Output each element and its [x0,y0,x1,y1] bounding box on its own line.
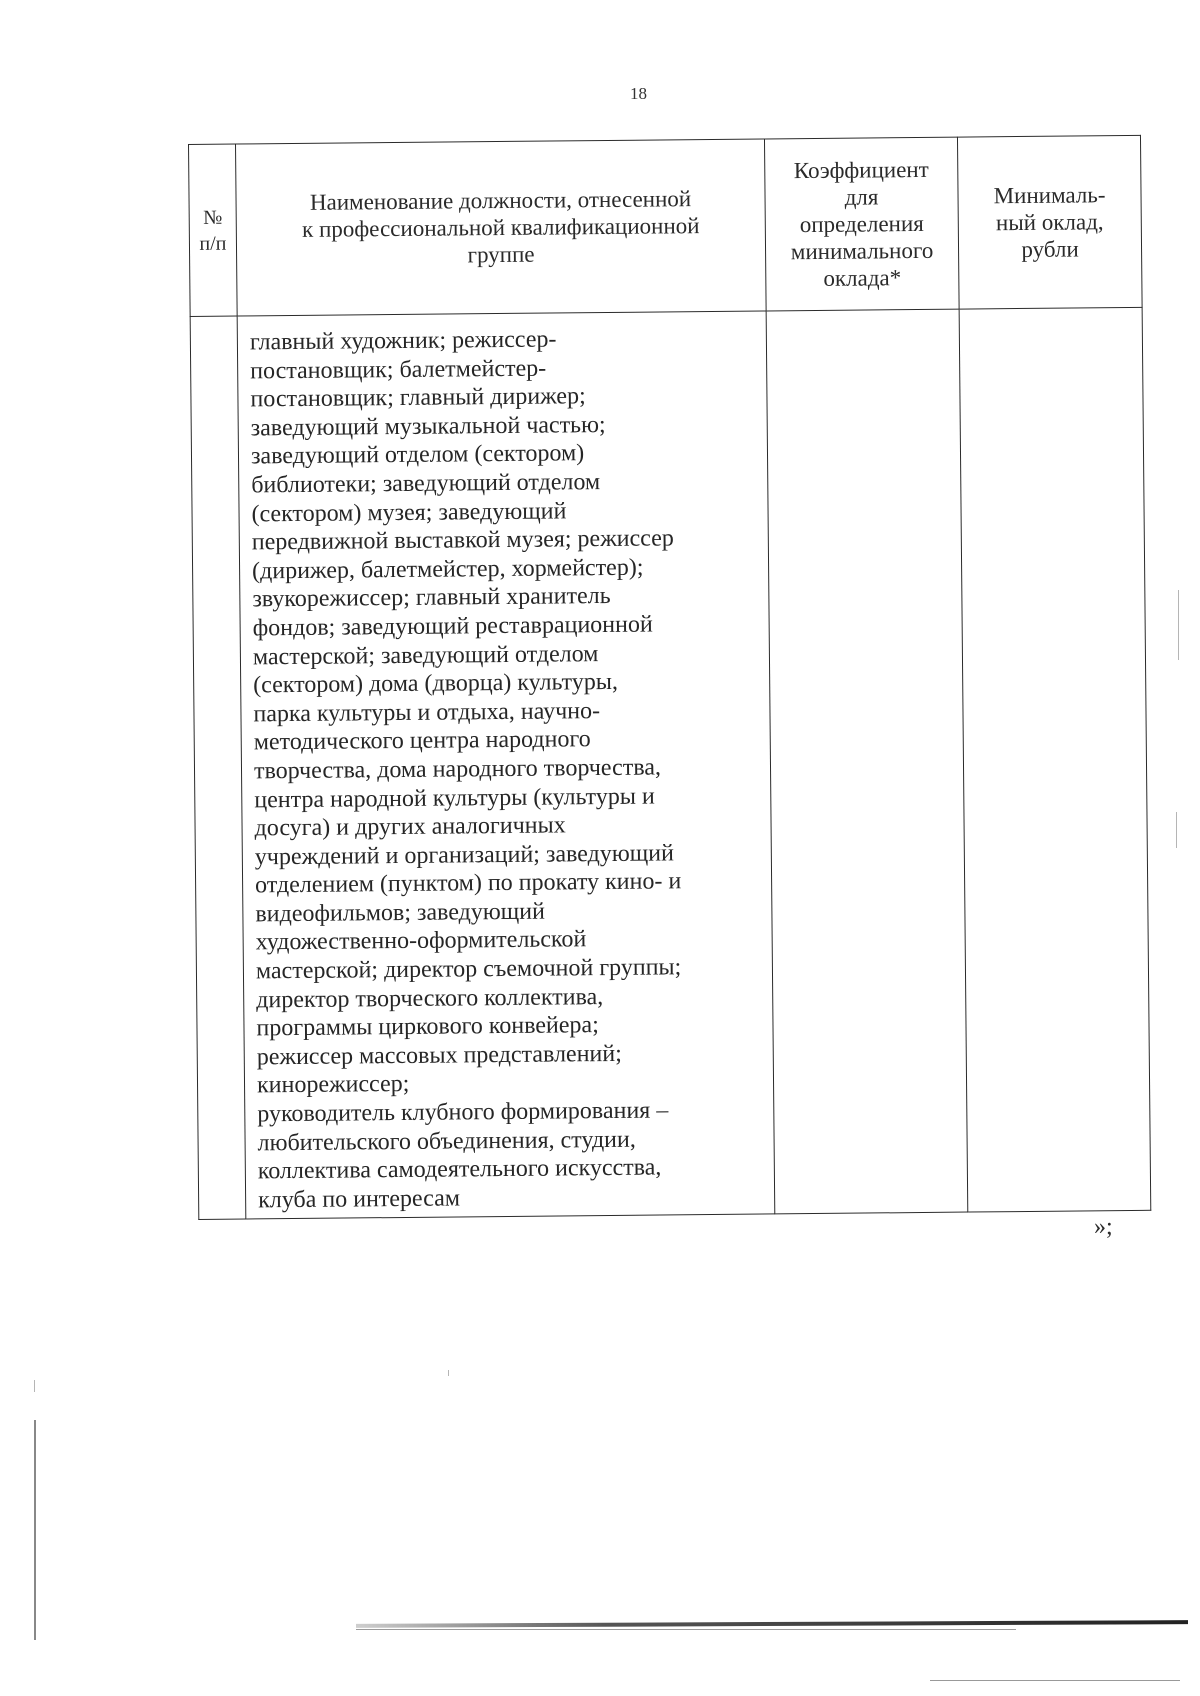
header-min-salary [957,135,1142,309]
position-line: заведующий музыкальной частью; [250,411,606,442]
scan-artifact [34,1420,36,1640]
position-line: (сектором) дома (дворца) культуры, [253,669,618,699]
position-line: отделением (пунктом) по прокату кино- и [254,868,682,899]
position-line: звукорежиссер; главный хранитель [252,583,611,613]
closing-quote: »; [1094,1214,1113,1240]
position-line: главный художник; режиссер- [249,326,557,356]
position-line: любительского объединения, студии, [257,1126,636,1157]
header-position-name-line: группе [467,241,535,268]
position-line: библиотеки; заведующий отделом [251,469,601,499]
position-line: фондов; заведующий реставрационной [252,611,653,642]
header-number-line: п/п [199,232,227,255]
position-line: кинорежиссер; [256,1071,410,1099]
position-line: директор творческого коллектива, [256,983,604,1014]
position-line: парка культуры и отдыха, научно- [253,697,601,728]
position-line: (сектором) музея; заведующий [251,497,567,527]
position-line: режиссер массовых представлений; [256,1040,622,1071]
header-position-name-line: Наименование должности, отнесенной [309,186,692,215]
header-min-salary-line: рубли [1021,236,1079,263]
position-line: методического центра народного [253,726,591,756]
position-line: центра народной культуры (культуры и [254,783,655,813]
header-coefficient-line: минимального [790,237,934,265]
position-line: мастерской; директор съемочной группы; [255,954,682,985]
header-min-salary-line: Минималь- [993,182,1106,209]
header-number-line: № [203,206,223,229]
position-line: творчества, дома народного творчества, [253,754,662,785]
position-line: мастерской; заведующий отделом [252,640,599,670]
header-number [189,144,238,316]
cell-coefficient [766,309,968,1214]
scan-artifact [34,1380,35,1392]
scan-artifact [1176,812,1177,848]
header-position-name-line: к профессиональной квалификационной [301,213,700,242]
position-line: постановщик; главный дирижер; [250,383,586,413]
position-line: клуба по интересам [258,1185,461,1214]
position-line: (дирижер, балетмейстер, хормейстер); [251,554,644,585]
scan-artifact [930,1680,1180,1681]
position-line: видеофильмов; заведующий [255,898,546,928]
header-coefficient-line: Коэффициент [793,156,929,184]
position-line: художественно-оформительской [255,926,587,956]
position-line: руководитель клубного формирования – [257,1097,669,1128]
header-min-salary-line: ный оклад, [995,209,1104,236]
cell-positions [237,311,775,1219]
header-coefficient-line: для [844,184,879,210]
scan-artifact [356,1620,1188,1628]
position-line: учреждений и организаций; заведующий [254,840,674,871]
position-line: заведующий отделом (сектором) [250,440,585,470]
position-line: постановщик; балетмейстер- [250,355,547,385]
header-position-name [236,139,767,316]
header-coefficient-line: оклада* [823,265,902,291]
position-line: программы циркового конвейера; [256,1012,599,1042]
scan-artifact [1178,590,1179,660]
position-line: досуга) и других аналогичных [254,812,566,842]
cell-min-salary [959,307,1151,1212]
table-header-row [189,135,1143,316]
position-line: коллектива самодеятельного искусства, [257,1154,662,1185]
table-row [190,307,1151,1220]
scan-artifact [356,1629,1016,1630]
header-coefficient [764,137,959,311]
page-number: 18 [630,84,647,103]
scan-artifact [448,1370,449,1376]
salary-table [188,135,1151,1221]
header-coefficient-line: определения [799,210,924,238]
position-line: передвижной выставкой музея; режиссер [251,525,674,556]
